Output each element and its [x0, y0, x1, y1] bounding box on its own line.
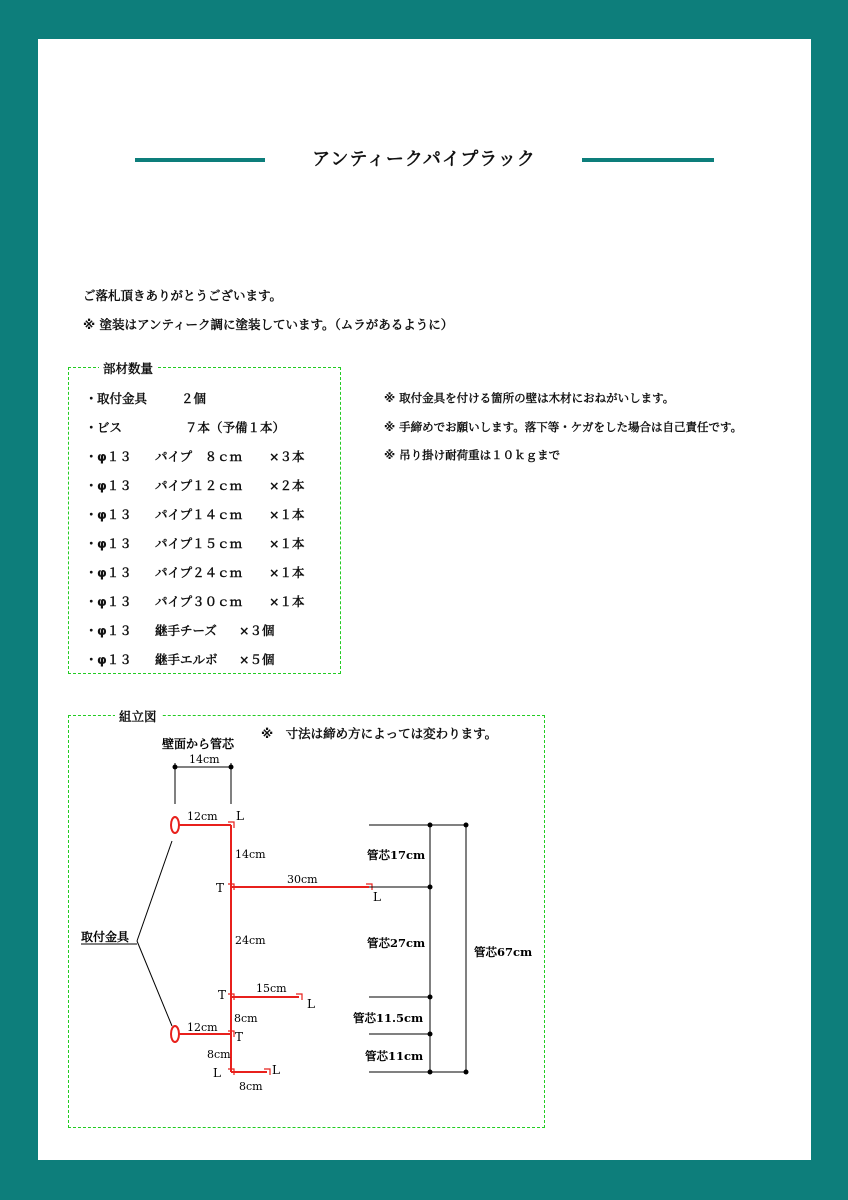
label-T-3: T	[235, 1030, 244, 1044]
center-dimension-dots	[428, 823, 469, 1075]
parts-qty: ×１本	[269, 565, 305, 580]
parts-qty: ×３個	[239, 623, 275, 638]
parts-row	[85, 476, 330, 494]
parts-bullet: ・	[85, 478, 98, 493]
label-L-15: L	[307, 997, 315, 1011]
parts-qty: ×１本	[269, 507, 305, 522]
parts-bullet: ・	[85, 507, 98, 522]
parts-spec: 継手チーズ	[155, 623, 217, 638]
parts-qty: ×２本	[269, 478, 305, 493]
note-wood-wall: ※ 取付金具を付ける箇所の壁は木材におねがいします。	[384, 391, 675, 405]
center-11cm-label: 管芯11cm	[365, 1049, 424, 1063]
parts-spec: パイプ３０ｃｍ	[155, 594, 243, 609]
label-L-bottom-right: L	[272, 1063, 280, 1077]
parts-bullet: ・	[85, 652, 98, 667]
pipe-15cm-label: 15cm	[256, 982, 287, 995]
wall-to-center-label: 壁面から管芯	[162, 737, 235, 751]
parts-name: φ１３	[97, 594, 132, 609]
wall-dim-value: 14cm	[189, 753, 220, 766]
assembly-heading: 組立図	[115, 707, 161, 725]
document-sheet	[38, 39, 811, 1160]
assembly-box	[68, 709, 545, 1128]
parts-bullet: ・	[85, 420, 98, 435]
title-rule-left	[135, 158, 265, 162]
parts-qty: ×１本	[269, 594, 305, 609]
parts-bullet: ・	[85, 594, 98, 609]
parts-row	[85, 505, 330, 523]
wall-dim-dot-right	[229, 765, 234, 770]
parts-name: φ１３	[97, 565, 132, 580]
title-row	[38, 147, 811, 175]
parts-name: ビス	[97, 420, 123, 435]
bracket-top	[171, 817, 179, 833]
pipe-14cm-label: 14cm	[235, 848, 266, 861]
parts-spec: 継手エルボ	[155, 652, 218, 667]
parts-name: φ１３	[97, 536, 132, 551]
parts-name: 取付金具	[97, 391, 148, 406]
parts-name: φ１３	[97, 507, 132, 522]
parts-spec: パイプ１４ｃｍ	[155, 507, 243, 522]
parts-box	[68, 361, 341, 674]
parts-qty: ７本（予備１本）	[185, 420, 286, 435]
parts-heading: 部材数量	[99, 359, 157, 377]
parts-bullet: ・	[85, 623, 98, 638]
label-T-2: T	[218, 988, 227, 1002]
parts-spec: パイプ１２ｃｍ	[155, 478, 243, 493]
parts-row	[85, 418, 330, 436]
parts-name: φ１３	[97, 623, 132, 638]
label-L-bottom-left: L	[213, 1066, 221, 1080]
parts-qty: ２個	[181, 391, 207, 406]
parts-bullet: ・	[85, 565, 98, 580]
note-load-limit: ※ 吊り掛け耐荷重は１０ｋｇまで	[384, 448, 561, 462]
paint-note: ※ 塗装はアンティーク調に塗装しています。（ムラがあるように）	[83, 317, 454, 332]
bracket-bottom	[171, 1026, 179, 1042]
center-67cm-label: 管芯67cm	[474, 945, 533, 959]
parts-qty: ×５個	[239, 652, 275, 667]
parts-row	[85, 592, 330, 610]
bracket-leader-top	[137, 841, 172, 941]
pipe-assembly	[171, 817, 372, 1075]
center-27cm-label: 管芯27cm	[367, 936, 426, 950]
parts-name: φ１３	[97, 449, 132, 464]
pipe-24cm-label: 24cm	[235, 934, 266, 947]
parts-qty: ×３本	[269, 449, 305, 464]
pipe-8cm-upper-label: 8cm	[234, 1012, 258, 1025]
label-T-1: T	[216, 881, 225, 895]
pipe-12cm-top-label: 12cm	[187, 810, 218, 823]
label-L-top: L	[236, 809, 244, 823]
parts-spec: パイプ１５ｃｍ	[155, 536, 243, 551]
bracket-label: 取付金具	[81, 930, 130, 944]
center-11-5cm-label: 管芯11.5cm	[353, 1011, 424, 1025]
parts-bullet: ・	[85, 536, 98, 551]
parts-spec: パイプ２４ｃｍ	[155, 565, 243, 580]
parts-spec: パイプ ８ｃｍ	[155, 449, 243, 464]
parts-row	[85, 650, 330, 668]
label-L-30: L	[373, 890, 381, 904]
parts-name: φ１３	[97, 478, 132, 493]
note-hand-tighten: ※ 手締めでお願いします。落下等・ケガをした場合は自己責任です。	[384, 420, 743, 434]
parts-row	[85, 389, 330, 407]
pipe-8cm-middle-label: 8cm	[207, 1048, 231, 1061]
assembly-note: ※ 寸法は締め方によっては変わります。	[261, 726, 498, 741]
wall-dim-dot-left	[173, 765, 178, 770]
greeting-text: ご落札頂きありがとうございます。	[83, 288, 283, 303]
parts-qty: ×１本	[269, 536, 305, 551]
title-rule-right	[582, 158, 714, 162]
pipe-30cm-label: 30cm	[287, 873, 318, 886]
parts-row	[85, 534, 330, 552]
parts-bullet: ・	[85, 449, 98, 464]
center-17cm-label: 管芯17cm	[367, 848, 426, 862]
parts-row	[85, 563, 330, 581]
parts-row	[85, 621, 330, 639]
pipe-12cm-bottom-label: 12cm	[187, 1021, 218, 1034]
pipe-8cm-bottom-label: 8cm	[239, 1080, 263, 1093]
assembly-diagram	[69, 716, 544, 1127]
page-title: アンティークパイプラック	[312, 149, 536, 170]
parts-row	[85, 447, 330, 465]
parts-name: φ１３	[97, 652, 132, 667]
bracket-leader-bottom	[137, 941, 172, 1026]
parts-bullet: ・	[85, 391, 98, 406]
